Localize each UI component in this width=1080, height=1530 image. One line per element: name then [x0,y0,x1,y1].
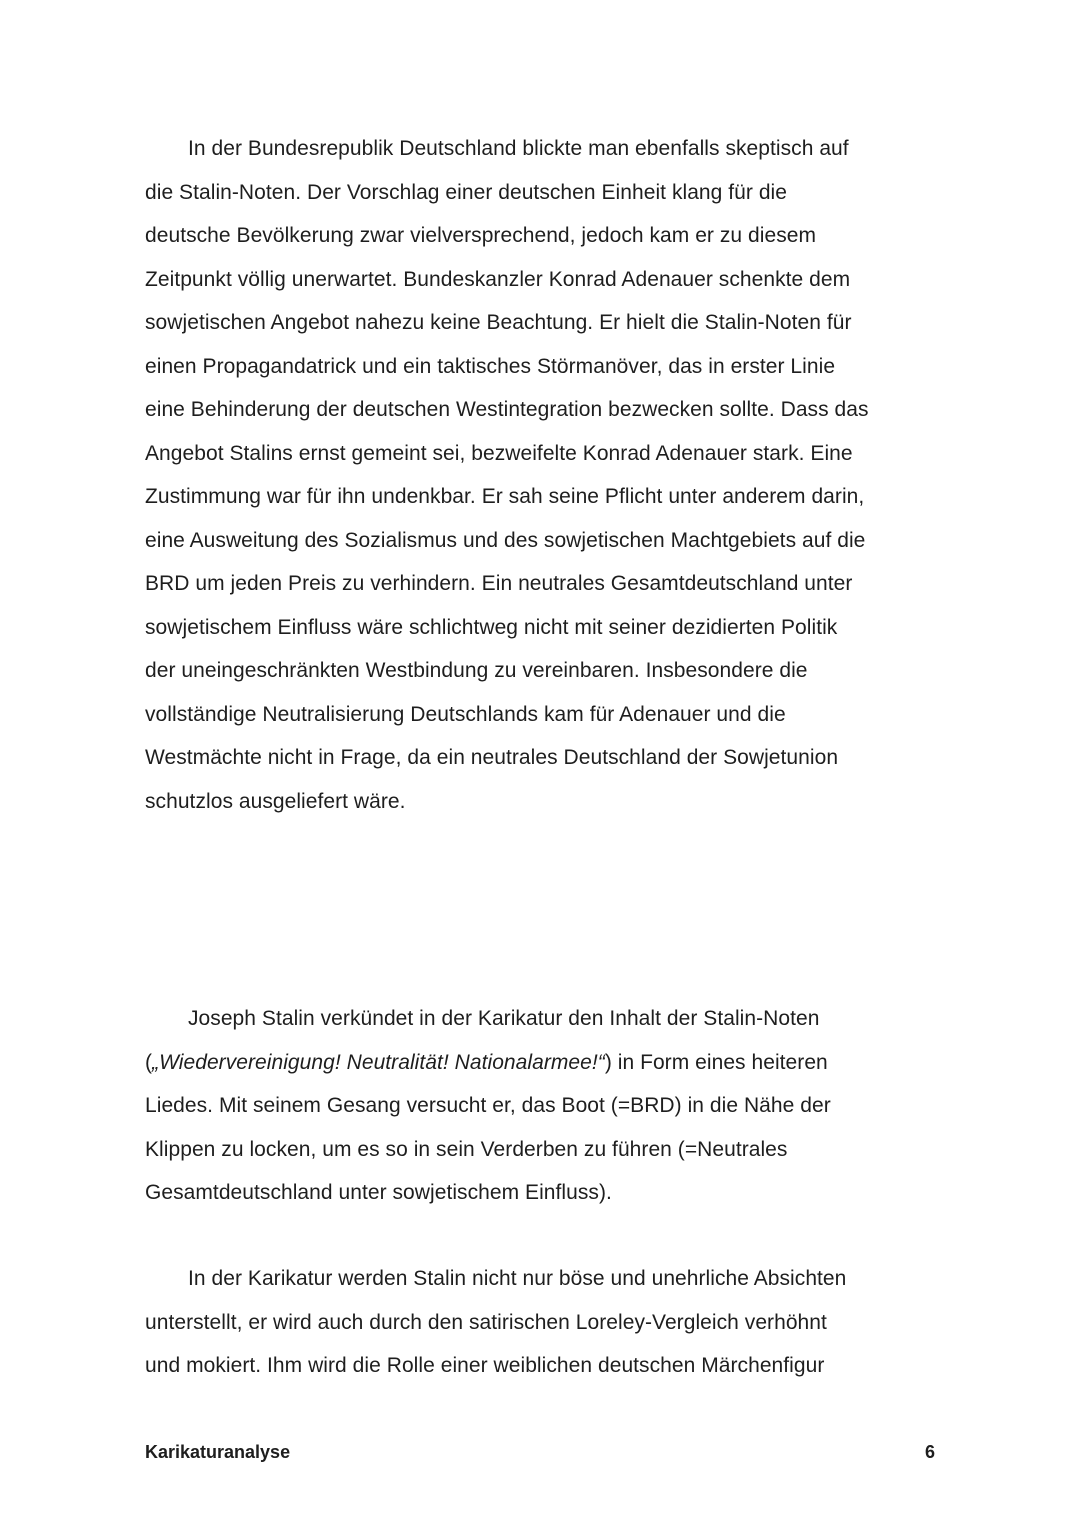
text-line: sowjetischen Angebot nahezu keine Beachtung. Er hielt die Stalin-Noten für [145,311,852,334]
text-line: Westmächte nicht in Frage, da ein neutrales Deutschland der Sowjetunion [145,746,839,769]
text-line: unterstellt, er wird auch durch den satirischen Loreley-Vergleich verhöhnt [145,1310,827,1334]
text-line: eine Behinderung der deutschen Westintegration bezwecken sollte. Dass das [145,398,869,421]
text-line [145,1041,945,1085]
footer-title: Karikaturanalyse [145,1442,291,1462]
page-number: 6 [924,1442,935,1462]
text-fragment: ) in Form eines heiteren [604,1050,828,1074]
paragraph-adenauer-reaction [145,127,945,823]
text-line: der uneingeschränkten Westbindung zu vereinbaren. Insbesondere die [145,659,808,682]
text-line: schutzlos ausgeliefert wäre. [145,789,406,813]
text-line: und mokiert. Ihm wird die Rolle einer weiblichen deutschen Märchenfigur [145,1354,825,1377]
quoted-slogan: „Wiedervereinigung! Neutralität! Nationalarmee!“ [152,1050,605,1074]
paragraph-loreley-comparison [145,1257,945,1388]
text-line: BRD um jeden Preis zu verhindern. Ein neutrales Gesamtdeutschland unter [145,572,853,595]
text-line: Joseph Stalin verkündet in der Karikatur den Inhalt der Stalin-Noten [188,1007,820,1030]
text-line: sowjetischem Einfluss wäre schlichtweg nicht mit seiner dezidierten Politik [145,615,838,639]
bracket-open: ( [145,1050,153,1074]
text-line: Zeitpunkt völlig unerwartet. Bundeskanzler Konrad Adenauer schenkte dem [145,267,851,291]
text-line: In der Bundesrepublik Deutschland blickte man ebenfalls skeptisch auf [188,137,849,160]
text-line: Zustimmung war für ihn undenkbar. Er sah seine Pflicht unter anderem darin, [145,485,865,508]
paragraph-caricature-description [145,997,945,1215]
text-line: Gesamtdeutschland unter sowjetischem Einfluss). [145,1181,612,1204]
text-line: vollständige Neutralisierung Deutschlands kam für Adenauer und die [145,702,786,726]
text-line: eine Ausweitung des Sozialismus und des sowjetischen Machtgebiets auf die [145,528,866,552]
text-line: Liedes. Mit seinem Gesang versucht er, das Boot (=BRD) in die Nähe der [145,1094,831,1117]
text-line: Angebot Stalins ernst gemeint sei, bezweifelte Konrad Adenauer stark. Eine [145,441,853,465]
text-line: deutsche Bevölkerung zwar vielversprechend, jedoch kam er zu diesem [145,224,817,247]
text-line: einen Propagandatrick und ein taktisches Störmanöver, das in erster Linie [145,354,836,378]
text-line: die Stalin-Noten. Der Vorschlag einer deutschen Einheit klang für die [145,180,787,204]
text-line: In der Karikatur werden Stalin nicht nur böse und unehrliche Absichten [188,1267,847,1290]
text-line: Klippen zu locken, um es so in sein Verderben zu führen (=Neutrales [145,1137,788,1161]
